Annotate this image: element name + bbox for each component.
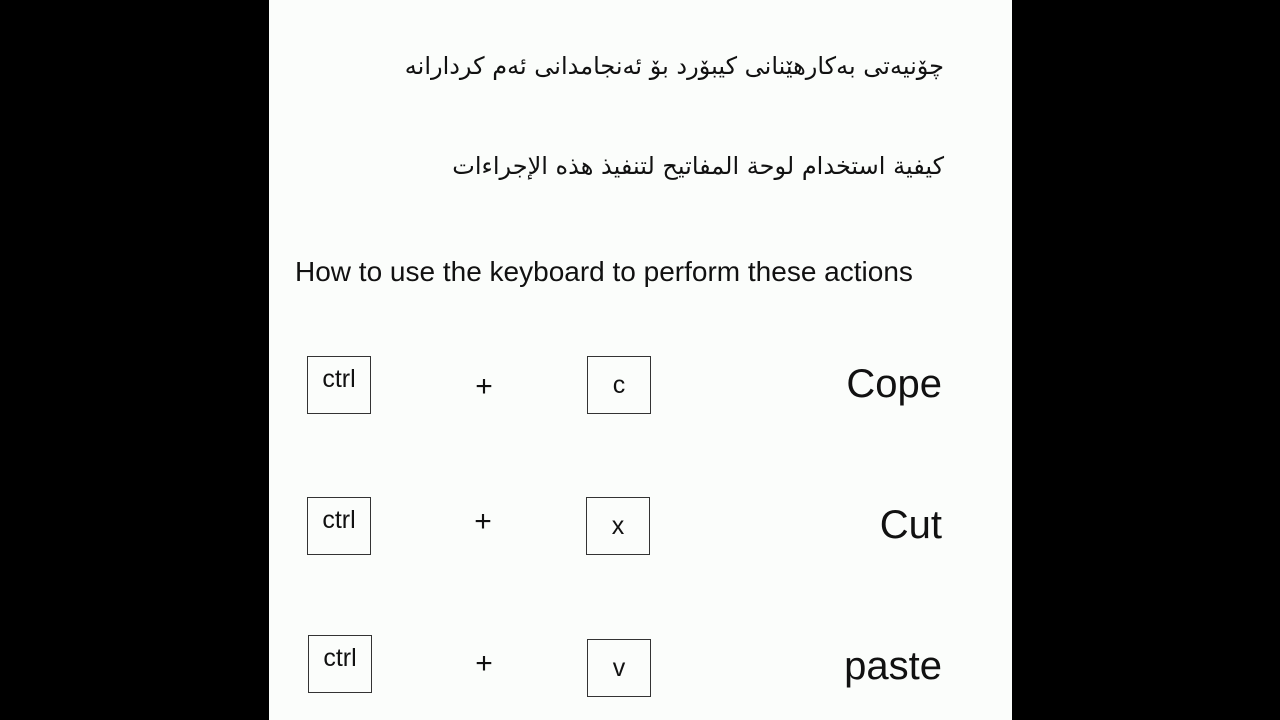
v-key: v <box>587 639 651 697</box>
plus-sign: + <box>475 647 493 680</box>
action-paste-label: paste <box>844 644 942 688</box>
action-copy-label: Cope <box>846 362 942 406</box>
title-english: How to use the keyboard to perform these actions <box>295 256 913 287</box>
title-kurdish: چۆنیەتی بەکارهێنانی کیبۆرد بۆ ئەنجامدانی ئەم کردارانە <box>404 52 944 80</box>
ctrl-key: ctrl <box>307 497 371 555</box>
plus-sign: + <box>474 505 492 538</box>
title-arabic: كيفية استخدام لوحة المفاتيح لتنفيذ هذه الإجراءات <box>452 152 944 180</box>
slide-page <box>269 0 1012 720</box>
ctrl-key: ctrl <box>307 356 371 414</box>
c-key: c <box>587 356 651 414</box>
x-key: x <box>586 497 650 555</box>
plus-sign: + <box>475 370 493 403</box>
action-cut-label: Cut <box>879 503 942 547</box>
ctrl-key: ctrl <box>308 635 372 693</box>
